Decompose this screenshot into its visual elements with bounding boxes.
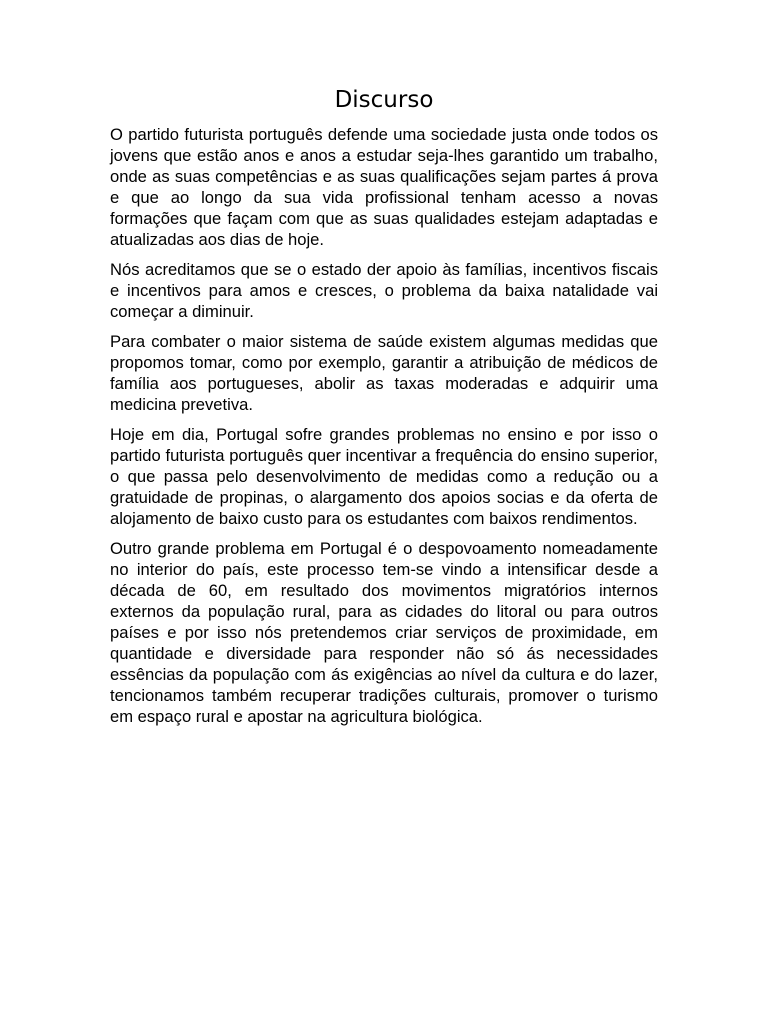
paragraph-3: Para combater o maior sistema de saúde existem algumas medidas que propomos tomar, como por exemplo, garantir a atribuição de médicos de família aos portugueses, abolir as taxas moderadas e adquirir uma medicina prevetiva. xyxy=(110,332,658,414)
paragraph-5: Outro grande problema em Portugal é o despovoamento nomeadamente no interior do país, este processo tem-se vindo a intensificar desde a década de 60, em resultado dos movimentos migratórios internos externos da população rural, para as cidades do litoral ou para outros países e por isso nós pretendemos criar serviços de proximidade, em quantidade e diversidade para responder não só ás necessidades essências da população com ás exigências ao nível da cultura e do lazer, tencionamos também recuperar tradições culturais, promover o turismo em espaço rural e apostar na agricultura biológica. xyxy=(110,539,658,726)
document-body xyxy=(110,124,658,736)
paragraph-4: Hoje em dia, Portugal sofre grandes problemas no ensino e por isso o partido futurista português quer incentivar a frequência do ensino superior, o que passa pelo desenvolvimento de medidas como a redução ou a gratuidade de propinas, o alargamento dos apoios socias e da oferta de alojamento de baixo custo para os estudantes com baixos rendimentos. xyxy=(110,425,658,528)
paragraph-1: O partido futurista português defende uma sociedade justa onde todos os jovens que estão anos e anos a estudar seja-lhes garantido um trabalho, onde as suas competências e as suas qualificações sejam partes á prova e que ao longo da sua vida profissional tenham acesso a novas formações que façam com que as suas qualidades estejam adaptadas e atualizadas aos dias de hoje. xyxy=(110,125,658,249)
paragraph-2: Nós acreditamos que se o estado der apoio às famílias, incentivos fiscais e incentivos para amos e cresces, o problema da baixa natalidade vai começar a diminuir. xyxy=(110,260,658,321)
document-title: Discurso xyxy=(334,87,434,113)
